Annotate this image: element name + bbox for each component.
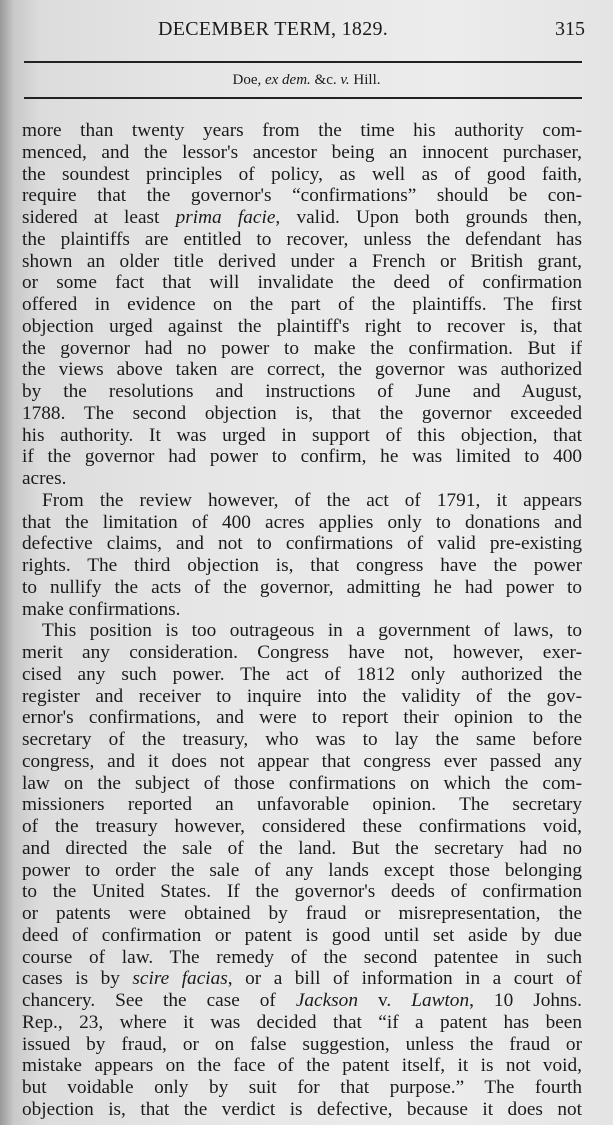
text-segment: law on the subject of those confirmations on which the com- xyxy=(22,772,582,794)
text-segment: sidered at least xyxy=(22,207,176,228)
text-segment: course of law. The remedy of the second patentee in such xyxy=(22,946,582,968)
text-segment: make confirmations. xyxy=(22,598,181,620)
text-segment: chancery. See the case of xyxy=(22,990,296,1011)
text-line xyxy=(22,1012,582,1034)
text-segment: the views above taken are correct, the governor was authorized xyxy=(22,359,582,381)
text-line xyxy=(22,272,582,294)
text-segment: or some fact that will invalidate the deed of confirmation xyxy=(22,272,582,294)
text-segment: that the limitation of 400 acres applies only to donations and xyxy=(22,511,582,533)
text-line xyxy=(22,816,582,838)
text-line xyxy=(22,1055,582,1077)
text-line xyxy=(22,577,582,599)
text-line xyxy=(22,838,582,860)
text-line xyxy=(22,1077,582,1099)
text-segment: menced, and the lessor's ancestor being an innocent purchaser, xyxy=(22,141,582,163)
italic-text: prima facie xyxy=(175,207,276,228)
text-segment: issued by fraud, or on false suggestion, unless the fraud or xyxy=(22,1033,582,1055)
text-segment: cised any such power. The act of 1812 only authorized the xyxy=(22,663,582,685)
text-segment: objection is, that the verdict is defective, because it does not xyxy=(22,1098,582,1120)
text-segment: This position is too outrageous in a government of laws, to xyxy=(42,620,582,642)
text-line xyxy=(22,185,582,207)
text-line xyxy=(22,729,582,751)
italic-text: Lawton xyxy=(411,990,470,1011)
text-segment: secretary of the treasury, who was to lay the same before xyxy=(22,729,582,750)
text-line xyxy=(22,490,582,512)
running-head xyxy=(0,18,613,48)
text-line xyxy=(22,359,582,381)
text-line xyxy=(22,860,582,882)
text-segment: , valid. Upon both grounds then, xyxy=(275,207,582,228)
text-segment: acres. xyxy=(22,468,67,489)
text-line xyxy=(22,316,582,338)
text-segment: merit any consideration. Congress have not, however, exer- xyxy=(22,642,582,663)
case-title-segment: &c. xyxy=(310,72,341,88)
case-title xyxy=(0,72,613,89)
text-segment: to the United States. If the governor's deeds of confirmation xyxy=(22,881,582,903)
text-segment: by the resolutions and instructions of June and August, xyxy=(22,381,582,402)
text-segment: require that the governor's “confirmations” should be con- xyxy=(22,185,582,207)
text-segment: the soundest principles of policy, as well as of good faith, xyxy=(22,163,582,185)
text-segment: mistake appears on the face of the patent itself, it is not void, xyxy=(22,1055,582,1077)
text-segment: cases is by xyxy=(22,968,133,990)
text-line xyxy=(22,947,582,969)
text-line xyxy=(22,620,582,642)
italic-text: Jackson xyxy=(295,990,358,1011)
text-line xyxy=(22,1099,582,1121)
text-line xyxy=(22,968,582,990)
text-line xyxy=(22,381,582,403)
header-rule-bottom xyxy=(24,97,582,99)
text-line xyxy=(22,164,582,186)
text-segment: the plaintiffs are entitled to recover, unless the defendant has xyxy=(22,228,582,250)
text-line xyxy=(22,686,582,708)
text-segment: , 10 Johns. xyxy=(469,990,582,1011)
text-line xyxy=(22,403,582,425)
text-line xyxy=(22,468,582,490)
text-segment: his authority. It was urged in support of this objection, that xyxy=(22,424,582,446)
italic-text: scire facias xyxy=(132,968,228,990)
text-line xyxy=(22,903,582,925)
case-title-segment: Hill. xyxy=(349,72,381,88)
text-line xyxy=(22,207,582,229)
header-rule-top xyxy=(24,61,582,63)
text-segment: more than twenty years from the time his authority com- xyxy=(22,120,582,141)
text-line xyxy=(22,707,582,729)
text-segment: power to order the sale of any lands except those belonging xyxy=(22,859,582,881)
text-segment: v. xyxy=(357,990,412,1011)
text-segment: or patents were obtained by fraud or misrepresentation, the xyxy=(22,903,582,924)
text-line xyxy=(22,555,582,577)
text-line xyxy=(22,664,582,686)
text-segment: but voidable only by suit for that purpose.” The fourth xyxy=(22,1077,582,1098)
text-line xyxy=(22,1034,582,1056)
text-segment: if the governor had power to confirm, he was limited to 400 xyxy=(22,446,582,468)
text-segment: register and receiver to inquire into the validity of the gov- xyxy=(22,685,582,707)
case-title-segment: ex dem. xyxy=(264,72,311,88)
text-segment: defective claims, and not to confirmations of valid pre-existing xyxy=(22,533,582,555)
text-line xyxy=(22,642,582,664)
page-number: 315 xyxy=(555,18,585,40)
text-line xyxy=(22,751,582,773)
text-line xyxy=(22,338,582,360)
text-segment: to nullify the acts of the governor, admitting he had power to xyxy=(22,576,582,598)
text-segment: congress, and it does not appear that congress ever passed any xyxy=(22,750,582,772)
text-segment: missioners reported an unfavorable opinion. The secretary xyxy=(22,794,582,816)
text-line xyxy=(22,425,582,447)
text-segment: Rep., 23, where it was decided that “if a patent has been xyxy=(22,1011,582,1033)
text-line xyxy=(22,294,582,316)
text-line xyxy=(22,446,582,468)
running-title: DECEMBER TERM, 1829. xyxy=(158,18,389,40)
text-line xyxy=(22,533,582,555)
body-text xyxy=(22,120,582,1121)
text-line xyxy=(22,881,582,903)
text-segment: offered in evidence on the part of the plaintiffs. The first xyxy=(22,294,582,315)
text-segment: From the review however, of the act of 1791, it appears xyxy=(42,489,582,511)
text-line xyxy=(22,512,582,534)
text-segment: the governor had no power to make the confirmation. But if xyxy=(22,337,582,359)
text-segment: objection urged against the plaintiff's right to recover is, that xyxy=(22,315,582,337)
text-segment: of the treasury however, considered these confirmations void, xyxy=(22,816,582,837)
text-line xyxy=(22,990,582,1012)
text-segment: and directed the sale of the land. But the secretary had no xyxy=(22,837,582,859)
case-title-segment: v. xyxy=(340,72,350,88)
text-segment: rights. The third objection is, that congress have the power xyxy=(22,555,582,576)
text-segment: deed of confirmation or patent is good until set aside by due xyxy=(22,924,582,946)
text-line xyxy=(22,251,582,273)
text-segment: , or a bill of information in a court of xyxy=(227,968,582,990)
text-segment: 1788. The second objection is, that the governor exceeded xyxy=(22,402,582,424)
text-line xyxy=(22,925,582,947)
text-line xyxy=(22,773,582,795)
case-title-segment: Doe, xyxy=(232,72,265,88)
text-line xyxy=(22,794,582,816)
text-line xyxy=(22,120,582,142)
text-segment: shown an older title derived under a French or British grant, xyxy=(22,250,582,272)
text-segment: ernor's confirmations, and were to report their opinion to the xyxy=(22,707,582,729)
text-line xyxy=(22,229,582,251)
text-line xyxy=(22,142,582,164)
text-line xyxy=(22,599,582,621)
